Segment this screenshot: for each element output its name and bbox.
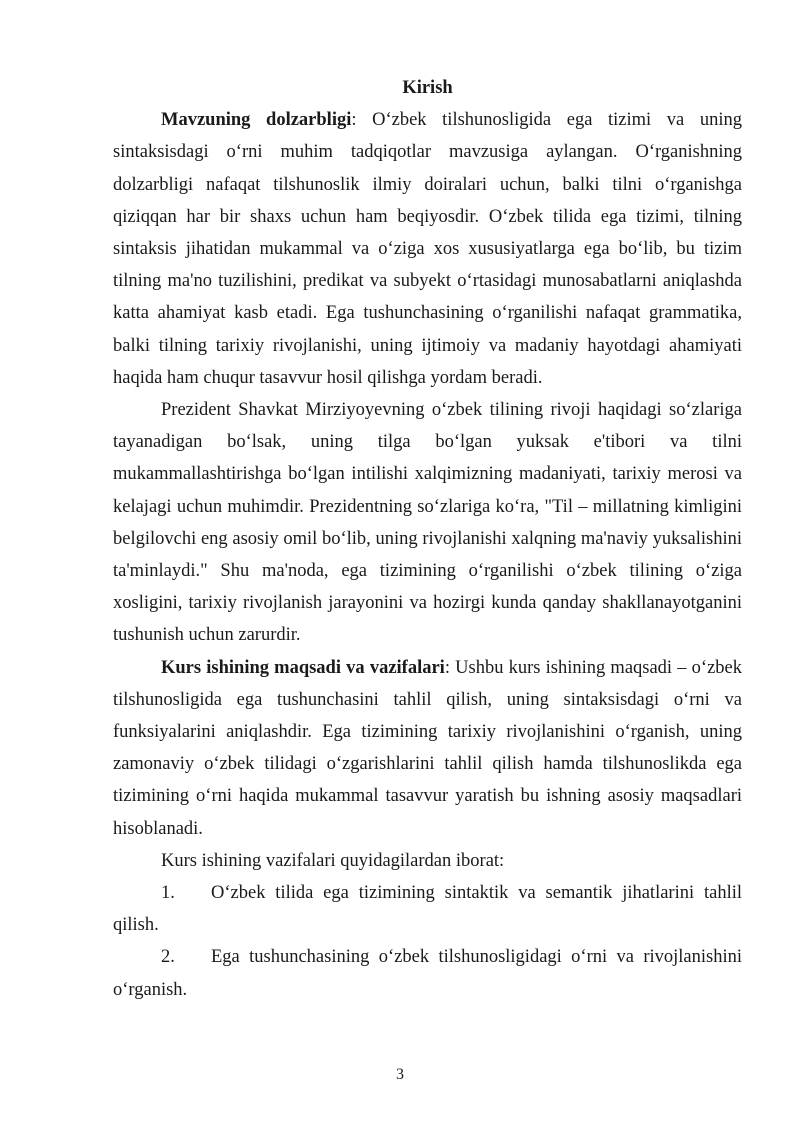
paragraph-president (113, 394, 742, 652)
list-item (113, 877, 742, 941)
paragraph-tasks-intro (113, 845, 742, 877)
paragraph-text: Prezident Shavkat Mirziyoyevning o‘zbek tilining rivoji haqidagi so‘zlariga tayanadigan bo‘lsak, uning tilga bo‘lgan yuksak e'tibori va tilni mukammallashtirishga bo‘lgan intilishi xalqimizning madaniyati, tarixiy merosi va kelajagi uchun muhimdir. Prezidentning so‘zlariga ko‘ra, "Til – millatning kimligini belgilovchi eng asosiy omil bo‘lib, uning rivojlanishi xalqning ma'naviy yuksalishini ta'minlaydi." Shu ma'noda, ega tizimining o‘rganilishi o‘zbek tilining o‘ziga xosligini, tarixiy rivojlanish jarayonini va hozirgi kunda qanday shakllanayotganini tushunish uchun zarurdir. (113, 400, 742, 646)
paragraph-lead: Mavzuning dolzarbligi (161, 110, 352, 131)
page-number: 3 (396, 1066, 404, 1083)
list-item (113, 941, 742, 1005)
paragraph-text: Kurs ishining vazifalari quyidagilardan iborat: (161, 850, 505, 871)
list-number: 2. (161, 947, 175, 968)
document-page (113, 72, 742, 1006)
list-number: 1. (161, 883, 175, 904)
paragraph-lead: Kurs ishining maqsadi va vazifalari (161, 657, 445, 678)
document-title: Kirish (402, 78, 453, 98)
paragraph-relevance (113, 104, 742, 394)
list-text: Ega tushunchasining o‘zbek tilshunosligidagi o‘rni va rivojlanishini o‘rganish. (113, 947, 742, 1000)
paragraph-goals (113, 652, 742, 845)
list-text: O‘zbek tilida ega tizimining sintaktik va semantik jihatlarini tahlil qilish. (113, 883, 742, 936)
paragraph-text: : Ushbu kurs ishining maqsadi – o‘zbek tilshunosligida ega tushunchasini tahlil qilish, uning sintaksisdagi o‘rni va funksiyalarini aniqlashdir. Ega tizimining tarixiy rivojlanishini o‘rganish, uning zamonaviy o‘zbek tilidagi o‘zgarishlarini tahlil qilish hamda tilshunoslikda ega tizimining o‘rni haqida mukammal tasavvur yaratish bu ishning asosiy maqsadlari hisoblanadi. (113, 657, 742, 839)
paragraph-text: : O‘zbek tilshunosligida ega tizimi va uning sintaksisdagi o‘rni muhim tadqiqotlar mavzusiga aylangan. O‘rganishning dolzarbligi nafaqat tilshunoslik ilmiy doiralari uchun, balki tilni o‘rganishga qiziqqan har bir shaxs uchun ham beqiyosdir. O‘zbek tilida ega tizimi, tilning sintaksis jihatidan mukammal va o‘ziga xos xususiyatlarga ega bo‘lib, bu tizim tilning ma'no tuzilishini, predikat va subyekt o‘rtasidagi munosabatlarni aniqlashda katta ahamiyat kasb etadi. Ega tushunchasining o‘rganilishi nafaqat grammatika, balki tilning tarixiy rivojlanishi, uning ijtimoiy va madaniy hayotdagi ahamiyati haqida ham chuqur tasavvur hosil qilishga yordam beradi. (113, 110, 742, 388)
